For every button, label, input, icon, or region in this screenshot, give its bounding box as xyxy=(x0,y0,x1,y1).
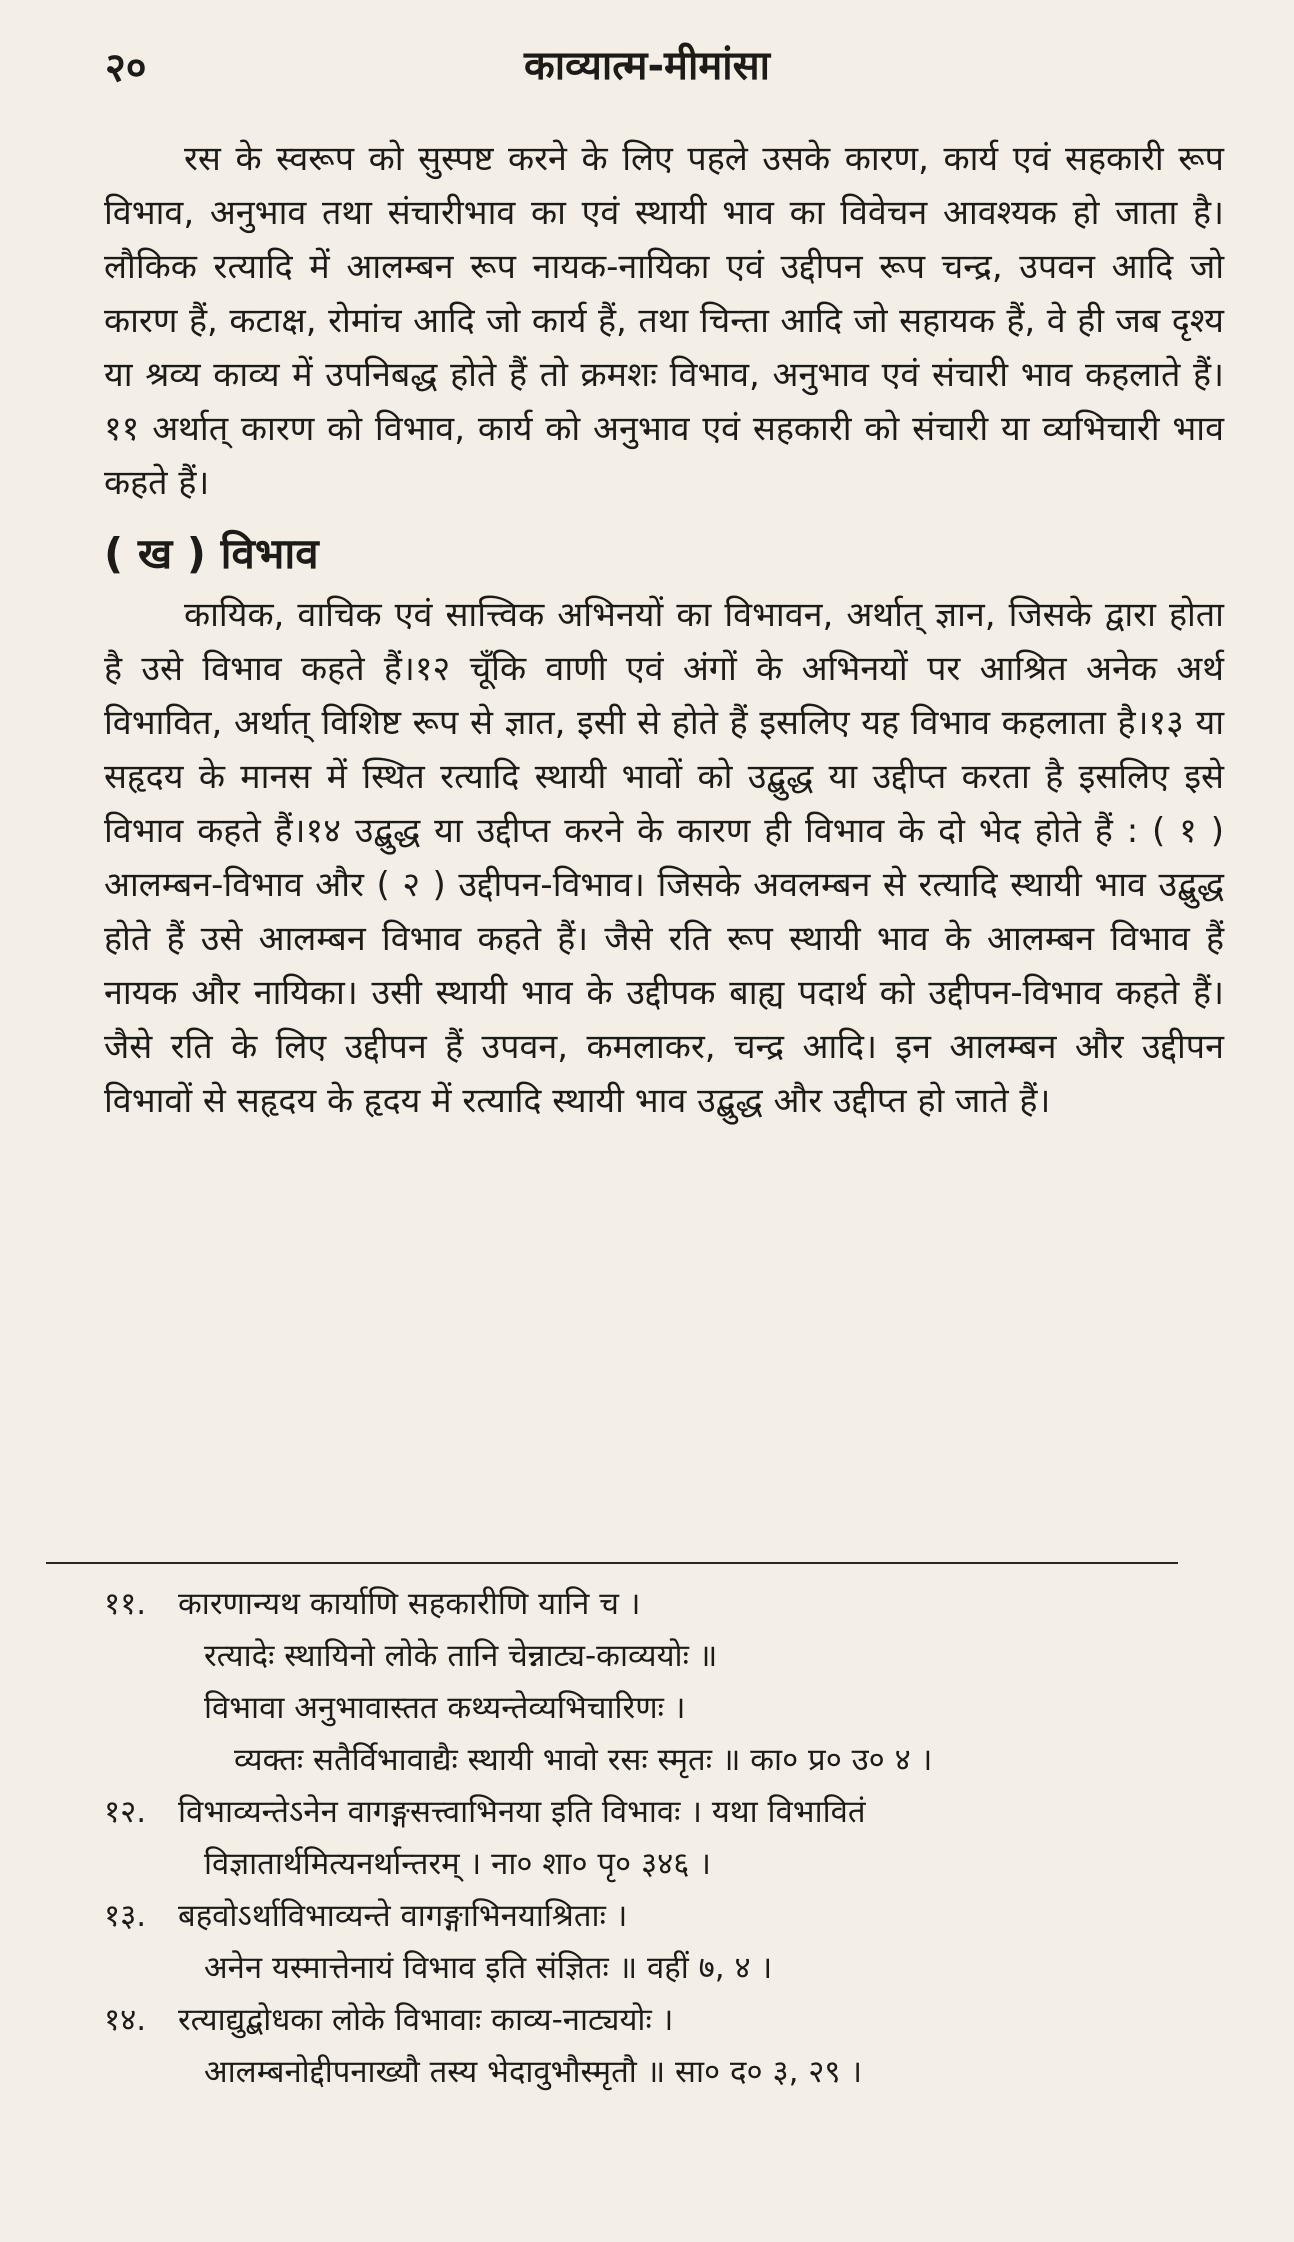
footnote-line: आलम्बनोद्दीपनाख्यौ तस्य भेदावुभौस्मृतौ ॥ सा० द० ३, २९ । xyxy=(204,2054,863,2090)
page-header xyxy=(0,30,1294,100)
footnote-line: व्यक्तः सतैर्विभावाद्यैः स्थायी भावो रसः स्मृतः ॥ का० प्र० उ० ४ । xyxy=(234,1742,933,1778)
footnote xyxy=(104,1786,1224,1890)
paragraph-intro: रस के स्वरूप को सुस्पष्ट करने के लिए पहले उसके कारण, कार्य एवं सहकारी रूप विभाव, अनुभाव तथा संचारीभाव का एवं स्थायी भाव का विवेचन आवश्यक हो जाता है। लौकिक रत्यादि में आलम्बन रूप नायक-नायिका एवं उद्दीपन रूप चन्द्र, उपवन आदि जो कारण हैं, कटाक्ष, रोमांच आदि जो कार्य हैं, तथा चिन्ता आदि जो सहायक हैं, वे ही जब दृश्य या श्रव्य काव्य में उपनिबद्ध होते हैं तो क्रमशः विभाव, अनुभाव एवं संचारी भाव कहलाते हैं।११ अर्थात् कारण को विभाव, कार्य को अनुभाव एवं सहकारी को संचारी या व्यभिचारी भाव कहते हैं। xyxy=(104,139,1224,503)
footnote-number: १४. xyxy=(104,2002,147,2038)
footnote-line: १३. बहवोऽर्थाविभाव्यन्ते वागङ्गाभिनयाश्रिताः । xyxy=(104,1890,1224,1942)
footnote xyxy=(104,1578,1224,1786)
footnote-number: ११. xyxy=(104,1586,147,1622)
section-heading: ( ख ) विभाव xyxy=(104,529,319,578)
footnote-number: १२. xyxy=(104,1794,147,1830)
running-title: काव्यात्म-मीमांसा xyxy=(523,43,771,89)
footnotes xyxy=(104,1578,1224,2098)
footnote-line: १२. विभाव्यन्तेऽनेन वागङ्गसत्त्वाभिनया इति विभावः । यथा विभावितं xyxy=(104,1786,1224,1838)
footnote-line: विभावा अनुभावास्तत कथ्यन्तेव्यभिचारिणः । xyxy=(204,1690,686,1726)
footnote-divider xyxy=(46,1562,1178,1564)
footnote-line: अनेन यस्मात्तेनायं विभाव इति संज्ञितः ॥ वहीं ७, ४ । xyxy=(204,1950,773,1986)
page-number: २० xyxy=(105,45,147,91)
footnote xyxy=(104,1890,1224,1994)
footnote-line: विज्ञातार्थमित्यनर्थान्तरम् । ना० शा० पृ० ३४६ । xyxy=(204,1846,711,1882)
footnote-number: १३. xyxy=(104,1898,147,1934)
main-text xyxy=(104,132,1224,1128)
footnote xyxy=(104,1994,1224,2098)
paragraph-vibhava: कायिक, वाचिक एवं सात्त्विक अभिनयों का विभावन, अर्थात् ज्ञान, जिसके द्वारा होता है उसे विभाव कहते हैं।१२ चूँकि वाणी एवं अंगों के अभिनयों पर आश्रित अनेक अर्थ विभावित, अर्थात् विशिष्ट रूप से ज्ञात, इसी से होते हैं इसलिए यह विभाव कहलाता है।१३ या सहृदय के मानस में स्थित रत्यादि स्थायी भावों को उद्बुद्ध या उद्दीप्त करता है इसलिए इसे विभाव कहते हैं।१४ उद्बुद्ध या उद्दीप्त करने के कारण ही विभाव के दो भेद होते हैं : ( १ ) आलम्बन-विभाव और ( २ ) उद्दीपन-विभाव। जिसके अवलम्बन से रत्यादि स्थायी भाव उद्बुद्ध होते हैं उसे आलम्बन विभाव कहते हैं। जैसे रति रूप स्थायी भाव के आलम्बन विभाव हैं नायक और नायिका। उसी स्थायी भाव के उद्दीपक बाह्य पदार्थ को उद्दीपन-विभाव कहते हैं। जैसे रति के लिए उद्दीपन हैं उपवन, कमलाकर, चन्द्र आदि। इन आलम्बन और उद्दीपन विभावों से सहृदय के हृदय में रत्यादि स्थायी भाव उद्बुद्ध और उद्दीप्त हो जाते हैं। xyxy=(104,595,1224,1121)
footnote-line: ११. कारणान्यथ कार्याणि सहकारीणि यानि च । xyxy=(104,1578,1224,1630)
footnote-line: रत्यादेः स्थायिनो लोके तानि चेन्नाट्य-काव्ययोः ॥ xyxy=(204,1638,718,1674)
footnote-line: १४. रत्याद्युद्बोधका लोके विभावाः काव्य-नाट्ययोः । xyxy=(104,1994,1224,2046)
